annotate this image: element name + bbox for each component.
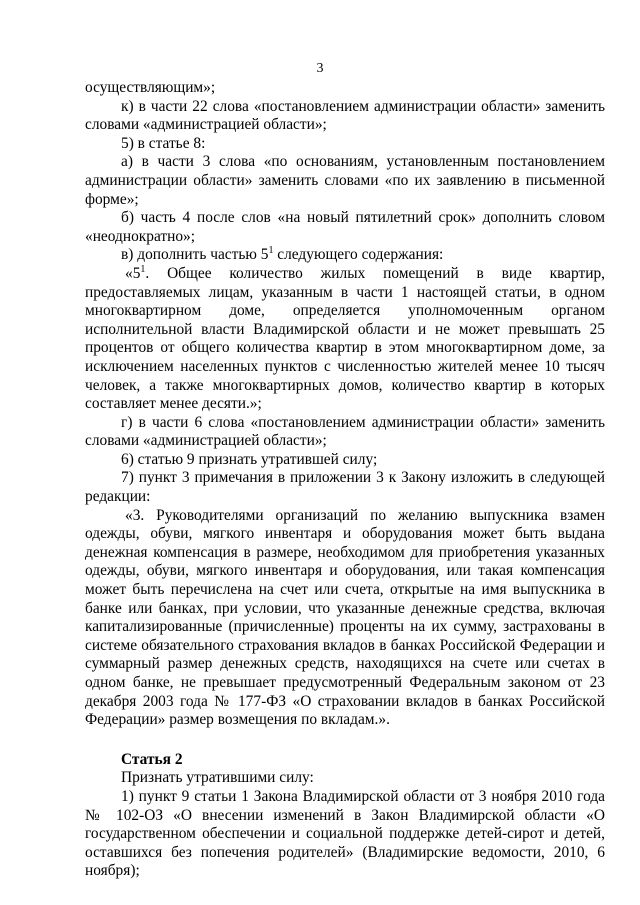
- quoted-part-number: «5: [125, 264, 141, 282]
- page-number: 3: [316, 61, 324, 76]
- paragraph-repeal-item-1: 1) пункт 9 статьи 1 Закона Владимирской области от 3 ноября 2010 года № 102-ОЗ «О внесении изменений в Закон Владимирской области «О государственном обеспечении и социальной поддержке детей-сирот и детей, оставшихся без попечения родителей» (Владимирские ведомости, 2010, 6 ноября);: [85, 787, 605, 880]
- paragraph-item-b: б) часть 4 после слов «на новый пятилетний срок» дополнить словом «неоднократно»;: [85, 209, 605, 245]
- document-body: [85, 79, 605, 881]
- paragraph-item-5: 5) в статье 8:: [121, 134, 206, 152]
- paragraph-quoted-part-5-1: [85, 265, 605, 414]
- superscript: 1: [140, 263, 146, 275]
- paragraph-item-a: а) в части 3 слова «по основаниям, установленным постановлением администрации области» заменить словами «по их заявлению в письменной форме»;: [85, 153, 605, 208]
- quoted-part-text: . Общее количество жилых помещений в виде квартир, предоставляемых лицам, указанным в части 1 настоящей статьи, в одном многоквартирном доме, определяется уполномоченным органом исполнительной власти Владимирской области и не может превышать 25 процентов от общего количества квартир в этом многоквартирном доме, за исключением населенных пунктов с численностью жителей менее 10 тысяч человек, а также многоквартирных домов, количество квартир в которых составляет менее десяти.»;: [85, 264, 605, 413]
- paragraph-item-v-text: в) дополнить частью 5: [121, 246, 269, 264]
- paragraph-item-g: г) в части 6 слова «постановлением администрации области» заменить словами «администрацией области»;: [85, 413, 605, 450]
- paragraph-item-6: 6) статью 9 признать утратившей силу;: [121, 450, 378, 468]
- article-heading: Статья 2: [121, 750, 183, 768]
- paragraph-continuation: осуществляющим»;: [85, 79, 216, 96]
- superscript: 1: [268, 245, 274, 257]
- paragraph-quoted-note-3: «3. Руководителями организаций по желанию выпускника взамен одежды, обуви, мягкого инвентаря и оборудования может быть выдана денежная компенсация в размере, необходимом для приобретения указанных одежды, обуви, мягкого инвентаря и оборудования, или такая компенсация может быть перечислена на счет или счета, открытые на имя выпускника в банке или банках, при условии, что указанные денежные средства, включая капитализированные (причисленные) проценты на их сумму, застрахованы в системе обязательного страхования вкладов в банках Российской Федерации и суммарный размер денежных средств, находящихся на счете или счетах в одном банке, не превышает предусмотренный Федеральным законом от 23 декабря 2003 года № 177-ФЗ «О страховании вкладов в банках Российской Федерации» размер возмещения по вкладам.».: [85, 506, 605, 729]
- paragraph-item-v-text-end: следующего содержания:: [273, 246, 444, 264]
- paragraph-repeal-intro: Признать утратившими силу:: [121, 769, 314, 787]
- paragraph-item-7: 7) пункт 3 примечания в приложении 3 к Закону изложить в следующей редакции:: [85, 469, 605, 506]
- paragraph-item-k: к) в части 22 слова «постановлением администрации области» заменить словами «администрацией области»;: [85, 97, 605, 134]
- paragraph-item-v: [85, 246, 605, 265]
